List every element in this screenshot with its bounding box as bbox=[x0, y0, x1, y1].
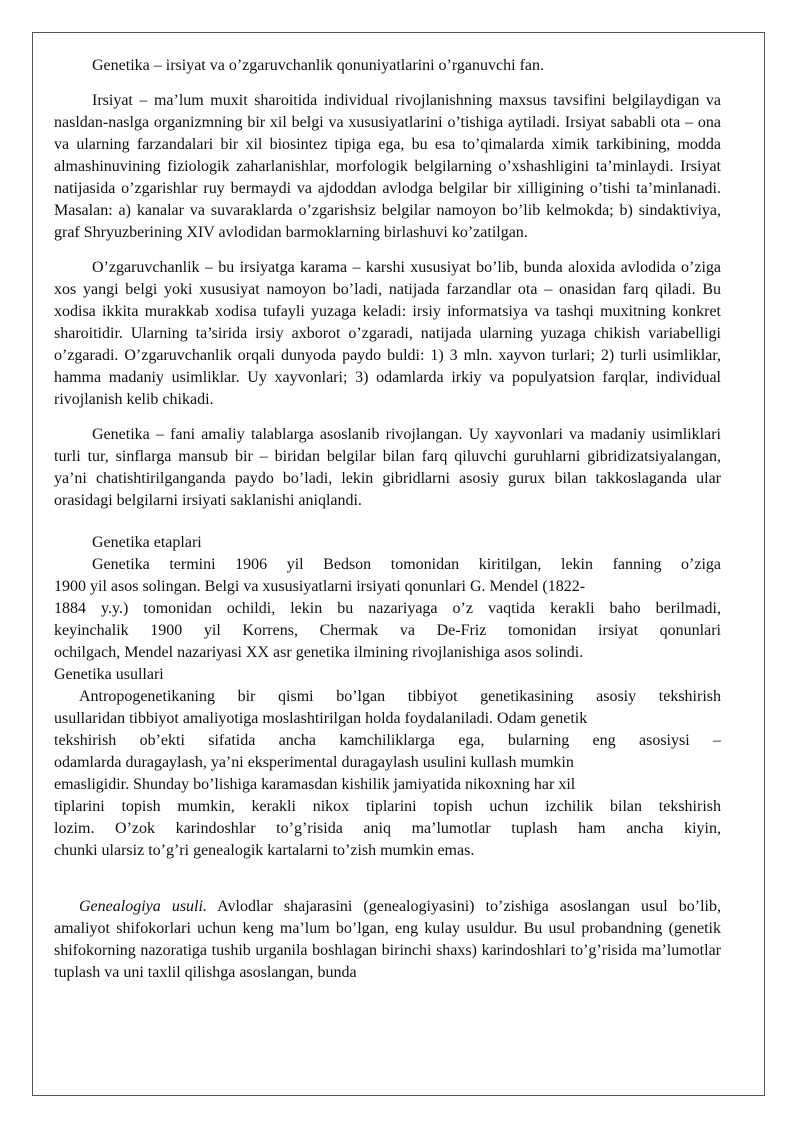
usullari-line: usullaridan tibbiyot amaliyotiga moslashtirilgan holda foydalaniladi. Odam genetik bbox=[54, 710, 588, 727]
section-heading-etaplari: Genetika etaplari bbox=[92, 534, 202, 551]
genealogiya-text: Avlodlar shajarasini (genealogiyasini) to’zishiga asoslangan usul bo’lib, amaliyot shifokorlari uchun keng ma’lum bo’lgan, eng kulay usuldur. Bu usul probandning (genetik shifokorning nazoratiga tushib urganila boshlagan birinchi shaxs) karindoshlari to’g’risida ma’lumotlar tuplash va uni taxlil qilishga asoslangan, bunda bbox=[54, 898, 721, 981]
etaplari-line: 1884 y.y.) tomonidan ochildi, lekin bu nazariyaga o’z vaqtida kerakli baho berilmadi, bbox=[54, 600, 721, 617]
usullari-line: emasligidir. Shunday bo’lishiga karamasdan kishilik jamiyatida nikoxning har xil bbox=[54, 776, 576, 793]
genealogiya-heading: Genealogiya usuli. bbox=[79, 898, 207, 915]
document-body bbox=[54, 55, 721, 984]
usullari-section bbox=[54, 664, 721, 862]
usullari-line: odamlarda duragaylash, ya’ni eksperimental duragaylash usulini kullash mumkin bbox=[54, 754, 574, 771]
irsiyat-paragraph: Irsiyat – ma’lum muxit sharoitida individual rivojlanishning maxsus tavsifini belgilaydigan va nasldan-naslga organizmning bir xil belgi va xususiyatlarini o’tishiga aytiladi. Irsiyat sababli ota – ona va ularning farzandalari bir xil biosintez tipiga ega, bu esa to’qimalarda ximik tarkibining, modda almashinuvining fiziologik zaharlanishlar, morfologik belgilarning o’xshashligini ta’minlaydi. Irsiyat natijasida o’zgarishlar ruy bermaydi va ajdoddan avlodga belgilar bir xilligining o’tishi ta’minlanadi. Masalan: a) kanalar va suvaraklarda o’zgarishsiz belgilar namoyon bo’lib kelmokda; b) sindaktiviya, graf Shryuzberining XIV avlodidan barmoklarning birlashuvi ko’zatilgan. bbox=[54, 92, 721, 241]
etaplari-line: keyinchalik 1900 yil Korrens, Chermak va De-Friz tomonidan irsiyat qonunlari bbox=[54, 622, 721, 639]
usullari-line: tiplarini topish mumkin, kerakli nikox tiplarini topish uchun izchilik bilan tekshirish bbox=[54, 798, 721, 815]
usullari-line: chunki ularsiz to’g’ri genealogik kartalarni to’zish mumkin emas. bbox=[54, 842, 475, 859]
usullari-line: tekshirish ob’ekti sifatida ancha kamchiliklarga ega, bularning eng asosiysi – bbox=[54, 732, 721, 749]
genetika-amaliy-paragraph: Genetika – fani amaliy talablarga asoslanib rivojlangan. Uy xayvonlari va madaniy usimliklari turli tur, sinflarga mansub bir – biridan belgilar bilan farq qiluvchi guruhlarni gibridizatsiyalangan, ya’ni chatishtirilganganda paydo bo’ladi, lekin gibridlarni asosiy gurux bilan takkoslaganda ular orasidagi belgilarni irsiyati saklanishi aniqlandi. bbox=[54, 426, 721, 509]
etaplari-line: ochilgach, Mendel nazariyasi XX asr genetika ilmining rivojlanishiga asos solindi. bbox=[54, 644, 584, 661]
etaplari-line: 1900 yil asos solingan. Belgi va xususiyatlarni irsiyati qonunlari G. Mendel (1822- bbox=[54, 578, 586, 595]
intro-definition: Genetika – irsiyat va o’zgaruvchanlik qonuniyatlarini o’rganuvchi fan. bbox=[92, 57, 544, 74]
genealogiya-paragraph bbox=[54, 896, 721, 984]
ozgaruvchanlik-paragraph: O’zgaruvchanlik – bu irsiyatga karama – karshi xususiyat bo’lib, bunda aloxida avlodida o’ziga xos yangi belgi yoki xususiyat namoyon bo’ladi, natijada farzandlar ota – onasidan farq qiladi. Bu xodisa ikkita murakkab xodisa tufayli yuzaga keladi: irsiy informatsiya va tashqi muxitning konkret sharoitidir. Ularning ta’sirida irsiy axborot o’zgaradi, natijada ularning yuzaga chikish variabelligi o’zgaradi. O’zgaruvchanlik orqali dunyoda paydo buldi: 1) 3 mln. xayvon turlari; 2) turli usimliklar, hamma madaniy usimliklar. Uy xayvonlari; 3) odamlarda irkiy va populyatsion farqlar, individual rivojlanish kelib chikadi. bbox=[54, 259, 721, 408]
etaplari-line: Genetika termini 1906 yil Bedson tomonidan kiritilgan, lekin fanning o’ziga bbox=[92, 556, 721, 573]
usullari-line: lozim. O’zok karindoshlar to’g’risida aniq ma’lumotlar tuplash ham ancha kiyin, bbox=[54, 820, 721, 837]
section-heading-usullari: Genetika usullari bbox=[54, 666, 164, 683]
usullari-line: Antropogenetikaning bir qismi bo’lgan tibbiyot genetikasining asosiy tekshirish bbox=[79, 688, 721, 705]
etaplari-section bbox=[54, 532, 721, 664]
